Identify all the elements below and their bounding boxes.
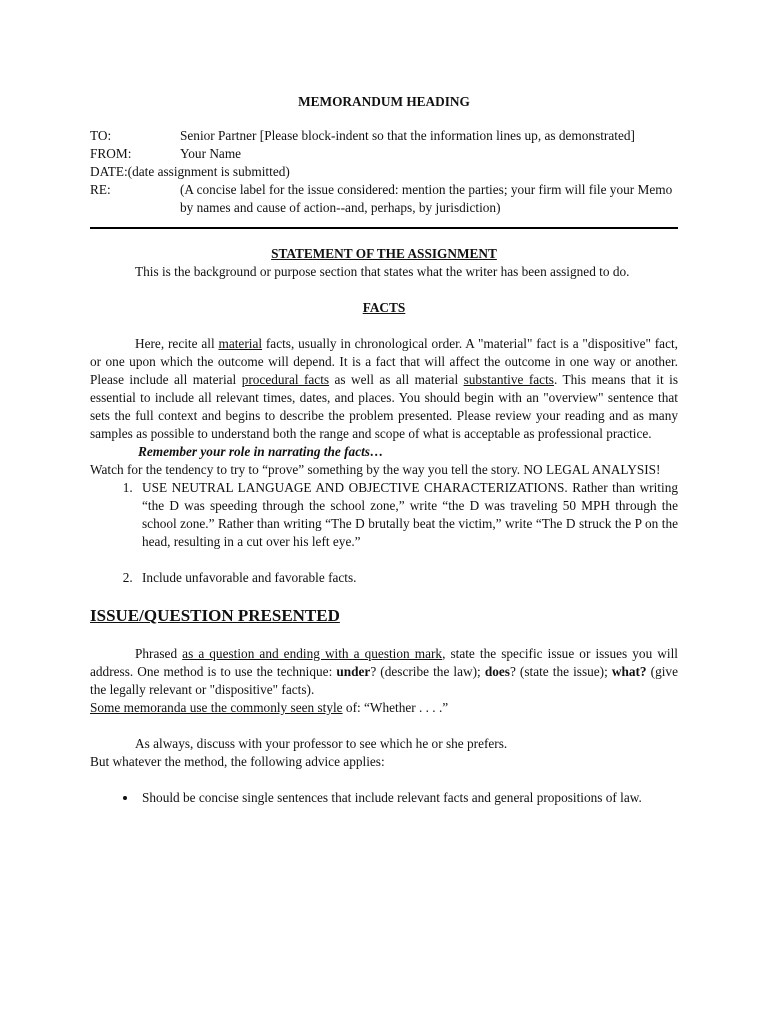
watch-note: Watch for the tendency to try to “prove” something by the way you tell the story. NO LEGAL ANALYSIS! xyxy=(90,462,661,477)
list-item: • Should be concise single sentences that include relevant facts and general propositions of law. xyxy=(138,789,678,807)
list-item: 1. USE NEUTRAL LANGUAGE AND OBJECTIVE CHARACTERIZATIONS. Rather than writing “the D was speeding through the school zone,” write “the D was traveling 50 MPH through the school zone.” Rather than writing “The D brutally beat the victim,” write “The D struck the P on the head, resulting in a cut over his left eye.” xyxy=(136,479,678,551)
facts-list xyxy=(90,479,678,587)
from-label: FROM: xyxy=(90,146,132,161)
to-line xyxy=(90,127,678,145)
re-line xyxy=(90,181,678,217)
issue-title: ISSUE/QUESTION PRESENTED xyxy=(90,606,340,625)
memo-heading: MEMORANDUM HEADING xyxy=(298,94,470,109)
facts-title: FACTS xyxy=(362,300,406,315)
memo-header-block xyxy=(90,127,678,217)
to-value: Senior Partner [Please block-indent so that the information lines up, as demonstrated] xyxy=(180,128,635,143)
memo-content xyxy=(90,93,678,807)
advice-intro: But whatever the method, the following advice applies: xyxy=(90,754,385,769)
issue-paragraph: Phrased as a question and ending with a question mark, state the specific issue or issues you will address. One method is to use the technique: under? (describe the law); does? (state the issue); what? (give the legally relevant or "dispositive" facts). xyxy=(90,646,678,697)
material-term: material xyxy=(218,336,263,351)
advice-list xyxy=(90,789,678,807)
header-divider xyxy=(90,227,678,229)
re-label: RE: xyxy=(90,182,111,197)
procedural-facts-term: procedural facts xyxy=(241,372,330,387)
to-label: TO: xyxy=(90,128,112,143)
facts-paragraph: Here, recite all material facts, usually in chronological order. A "material" fact is a "dispositive" fact, or one upon which the outcome will depend. It is a fact that will affect the outcome in one way or another. Please include all material procedural facts as well as all material substantive facts. This means that it is essential to include all relevant times, dates, and places. You should begin with an "overview" sentence that sets the full context and begins to describe the problem presented. Please review your reading and as many samples as possible to understand both the range and scope of what is acceptable as professional practice. xyxy=(90,336,679,441)
assignment-body: This is the background or purpose section that states what the writer has been assigned to do. xyxy=(135,264,630,279)
style-line: Some memoranda use the commonly seen style of: “Whether . . . .” xyxy=(90,700,449,715)
date-value: (date assignment is submitted) xyxy=(127,164,290,179)
from-line xyxy=(90,145,678,163)
re-value: (A concise label for the issue considered: mention the parties; your firm will file your Memo by names and cause of action--and, perhaps, by jurisdiction) xyxy=(180,182,673,215)
question-mark-term: as a question and ending with a question mark xyxy=(182,646,443,661)
from-value: Your Name xyxy=(180,146,242,161)
professor-note: As always, discuss with your professor to see which he or she prefers. xyxy=(135,736,508,751)
substantive-facts-term: substantive facts xyxy=(463,372,554,387)
remember-note: Remember your role in narrating the facts… xyxy=(138,444,384,459)
assignment-title: STATEMENT OF THE ASSIGNMENT xyxy=(271,246,497,261)
date-line xyxy=(90,163,678,181)
date-label: DATE: xyxy=(90,164,128,179)
list-item: 2. Include unfavorable and favorable facts. xyxy=(136,569,678,587)
